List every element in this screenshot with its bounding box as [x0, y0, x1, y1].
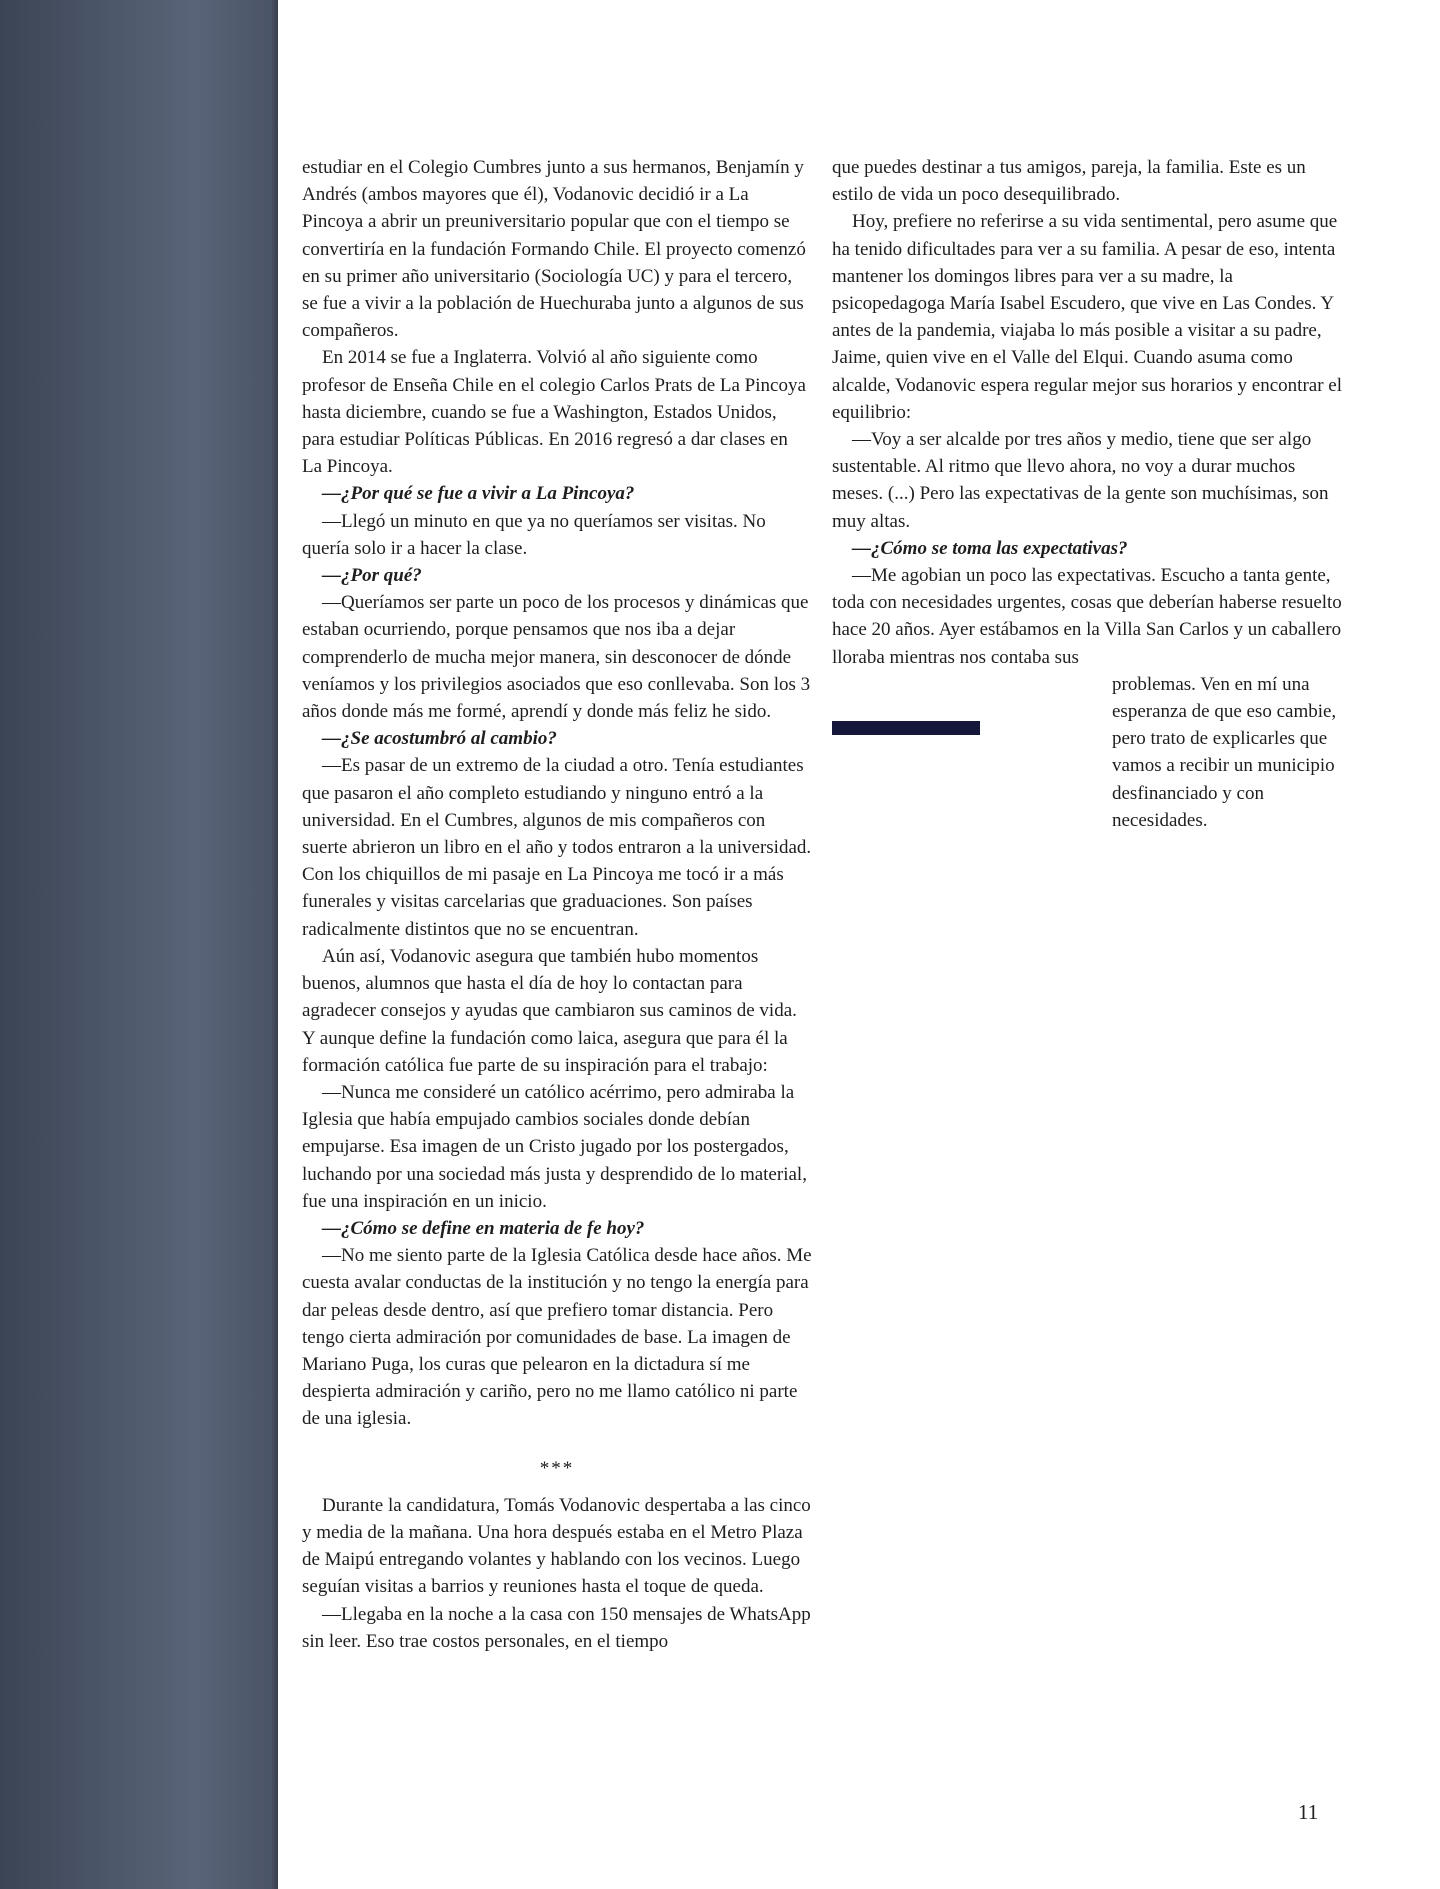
- side-photo-strip: [0, 0, 278, 1889]
- paragraph: que puedes destinar a tus amigos, pareja, la familia. Este es un estilo de vida un poco desequilibrado.: [832, 157, 1306, 206]
- right-column-top: [832, 154, 1342, 671]
- interview-question: —¿Por qué se fue a vivir a La Pincoya?: [322, 483, 635, 505]
- paragraph: problemas. Ven en mí una esperanza de que eso cambie, pero trato de explicarles que vamos a recibir un municipio desfinanciado y con necesidades.: [1112, 673, 1337, 831]
- interview-question: —¿Por qué?: [322, 565, 422, 587]
- paragraph: estudiar en el Colegio Cumbres junto a sus hermanos, Benjamín y Andrés (ambos mayores que él), Vodanovic decidió ir a La Pincoya a abrir un preuniversitario popular que con el tiempo se convertiría en la fundación Formando Chile. El proyecto comenzó en su primer año universitario (Sociología UC) y para el tercero, se fue a vivir a la población de Huechuraba junto a algunos de sus compañeros.: [302, 157, 806, 342]
- paragraph: —Nunca me consideré un católico acérrimo, pero admiraba la Iglesia que había empujado cambios sociales donde debían empujarse. Esa imagen de un Cristo jugado por los postergados, luchando por una sociedad más justa y desprendido de lo material, fue una inspiración en un inicio.: [302, 1081, 807, 1212]
- interview-question: —¿Cómo se toma las expectativas?: [852, 537, 1128, 559]
- paragraph: —Llegaba en la noche a la casa con 150 mensajes de WhatsApp sin leer. Eso trae costos personales, en el tiempo: [302, 1603, 811, 1652]
- section-separator: ***: [539, 1457, 575, 1479]
- paragraph: Hoy, prefiere no referirse a su vida sentimental, pero asume que ha tenido dificultades para ver a su familia. A pesar de eso, intenta mantener los domingos libres para ver a su madre, la psicopedagoga María Isabel Escudero, que vive en Las Condes. Y antes de la pandemia, viajaba lo más posible a visitar a su padre, Jaime, quien vive en el Valle del Elqui. Cuando asuma como alcalde, Vodanovic espera regular mejor sus horarios y encontrar el equilibrio:: [832, 211, 1342, 423]
- pullquote-accent-bar: [832, 721, 980, 735]
- paragraph: En 2014 se fue a Inglaterra. Volvió al año siguiente como profesor de Enseña Chile en el colegio Carlos Prats de La Pincoya hasta diciembre, cuando se fue a Washington, Estados Unidos, para estudiar Políticas Públicas. En 2016 regresó a dar clases en La Pincoya.: [302, 347, 806, 478]
- right-column-narrow: [1112, 671, 1342, 834]
- pullquote-box: [832, 671, 1112, 834]
- pullquote-section: [832, 671, 1342, 834]
- article-right-column: [832, 154, 1342, 834]
- paragraph: Durante la candidatura, Tomás Vodanovic despertaba a las cinco y media de la mañana. Una hora después estaba en el Metro Plaza de Maipú entregando volantes y hablando con los vecinos. Luego seguían visitas a barrios y reuniones hasta el toque de queda.: [302, 1494, 811, 1598]
- paragraph: —Llegó un minuto en que ya no queríamos ser visitas. No quería solo ir a hacer la clase.: [302, 510, 766, 559]
- interview-question: —¿Cómo se define en materia de fe hoy?: [322, 1217, 645, 1239]
- paragraph: Aún así, Vodanovic asegura que también hubo momentos buenos, alumnos que hasta el día de hoy lo contactan para agradecer consejos y ayudas que cambiaron sus caminos de vida. Y aunque define la fundación como laica, asegura que para él la formación católica fue parte de su inspiración para el trabajo:: [302, 945, 797, 1076]
- page-number: 11: [1298, 1800, 1319, 1824]
- paragraph: —No me siento parte de la Iglesia Católica desde hace años. Me cuesta avalar conductas de la institución y no tengo la energía para dar peleas desde dentro, así que prefiero tomar distancia. Pero tengo cierta admiración por comunidades de base. La imagen de Mariano Puga, los curas que pelearon en la dictadura sí me despierta admiración y cariño, pero no me llamo católico ni parte de una iglesia.: [302, 1245, 812, 1430]
- interview-question: —¿Se acostumbró al cambio?: [322, 728, 557, 750]
- pull-quote: [832, 671, 1112, 683]
- article-left-column: [302, 154, 812, 1655]
- paragraph: —Voy a ser alcalde por tres años y medio, tiene que ser algo sustentable. Al ritmo que llevo ahora, no voy a durar muchos meses. (...) Pero las expectativas de la gente son muchísimas, son muy altas.: [832, 429, 1329, 532]
- paragraph: —Es pasar de un extremo de la ciudad a otro. Tenía estudiantes que pasaron el año completo estudiando y ninguno entró a la universidad. En el Cumbres, algunos de mis compañeros con suerte abrieron un libro en el año y todos entraron a la universidad. Con los chiquillos de mi pasaje en La Pincoya me tocó ir a más funerales y visitas carcelarias que graduaciones. Son países radicalmente distintos que no se encuentran.: [302, 755, 812, 940]
- paragraph: —Queríamos ser parte un poco de los procesos y dinámicas que estaban ocurriendo, porque pensamos que nos iba a dejar comprenderlo de mucha mejor manera, sin desconocer de dónde veníamos y los privilegios asociados que eso conllevaba. Son los 3 años donde más me formé, aprendí y donde más feliz he sido.: [302, 592, 811, 723]
- paragraph: —Me agobian un poco las expectativas. Escucho a tanta gente, toda con necesidades urgentes, cosas que deberían haberse resuelto hace 20 años. Ayer estábamos en la Villa San Carlos y un caballero lloraba mientras nos contaba sus: [832, 565, 1342, 668]
